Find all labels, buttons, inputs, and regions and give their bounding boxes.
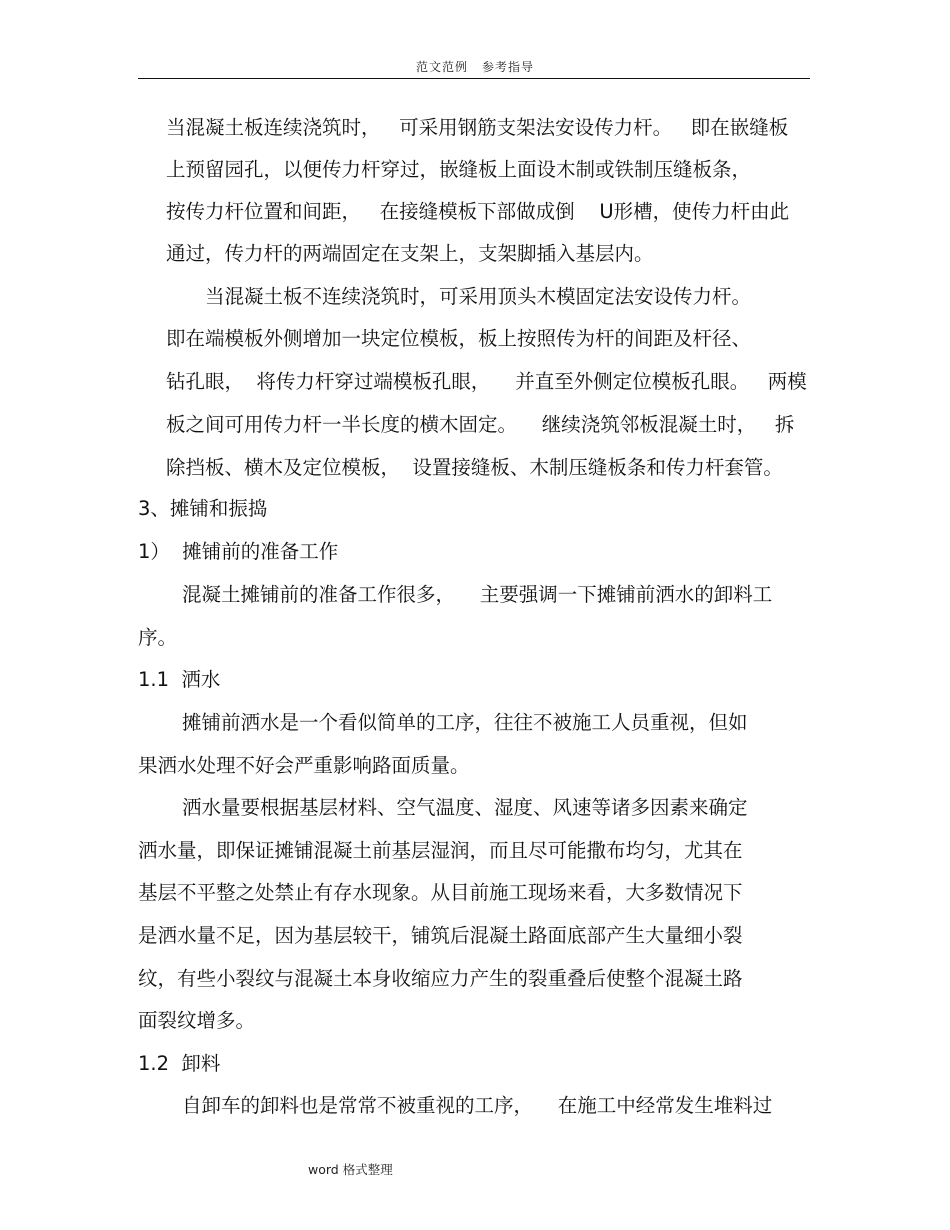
text-line: 面裂纹增多。 — [138, 1009, 256, 1032]
header-divider — [138, 78, 810, 79]
page-header — [0, 58, 950, 75]
text-line: 是洒水量不足，因为基层较干，铺筑后混凝土路面底部产生大量细小裂 — [138, 924, 743, 947]
header-left-text: 范文范例 — [415, 60, 468, 74]
text-line: 即在端模板外侧增加一块定位模板，板上按照传为杆的间距及杆径、 — [166, 327, 752, 350]
text-line: 纹，有些小裂纹与混凝土本身收缩应力产生的裂重叠后使整个混凝土路 — [138, 967, 743, 990]
text-line: 除挡板、横木及定位模板， 设置接缝板、木制压缝板条和传力杆套管。 — [166, 456, 783, 479]
text-line: 果洒水处理不好会严重影响路面质量。 — [138, 754, 470, 777]
subsection-heading: 1.2 卸料 — [138, 1052, 221, 1075]
text-line: 钻孔眼， 将传力杆穿过端模板孔眼， 并直至外侧定位模板孔眼。 两模 — [166, 370, 807, 393]
text-line: 混凝土摊铺前的准备工作很多， 主要强调一下摊铺前洒水的卸料工 — [182, 583, 773, 606]
header-right-text: 参考指导 — [482, 60, 535, 74]
text-line: 按传力杆位置和间距， 在接缝模板下部做成倒 U形槽，使传力杆由此 — [166, 200, 790, 223]
subsection-heading: 1） 摊铺前的准备工作 — [138, 540, 339, 563]
text-line: 通过，传力杆的两端固定在支架上，支架脚插入基层内。 — [166, 242, 654, 265]
subsection-heading: 1.1 洒水 — [138, 668, 221, 691]
text-line: 上预留园孔，以便传力杆穿过，嵌缝板上面设木制或铁制压缝板条， — [166, 158, 752, 181]
section-heading: 3、摊铺和振捣 — [138, 497, 268, 520]
text-line: 当混凝土板连续浇筑时， 可采用钢筋支架法安设传力杆。 即在嵌缝板 — [166, 116, 789, 139]
text-line: 自卸车的卸料也是常常不被重视的工序， 在施工中经常发生堆料过 — [182, 1094, 773, 1117]
text-line: 序。 — [138, 626, 178, 649]
page-footer: word 格式整理 — [308, 1162, 393, 1177]
text-line: 洒水量要根据基层材料、空气温度、湿度、风速等诸多因素来确定 — [182, 796, 748, 819]
text-line: 基层不平整之处禁止有存水现象。从目前施工现场来看，大多数情况下 — [138, 881, 743, 904]
text-line: 当混凝土板不连续浇筑时，可采用顶头木模固定法安设传力杆。 — [205, 285, 752, 308]
text-line: 摊铺前洒水是一个看似简单的工序，往往不被施工人员重视，但如 — [182, 711, 748, 734]
text-line: 洒水量，即保证摊铺混凝土前基层湿润，而且尽可能撒布均匀，尤其在 — [138, 839, 743, 862]
text-line: 板之间可用传力杆一半长度的横木固定。 继续浇筑邻板混凝土时， 拆 — [166, 413, 795, 436]
